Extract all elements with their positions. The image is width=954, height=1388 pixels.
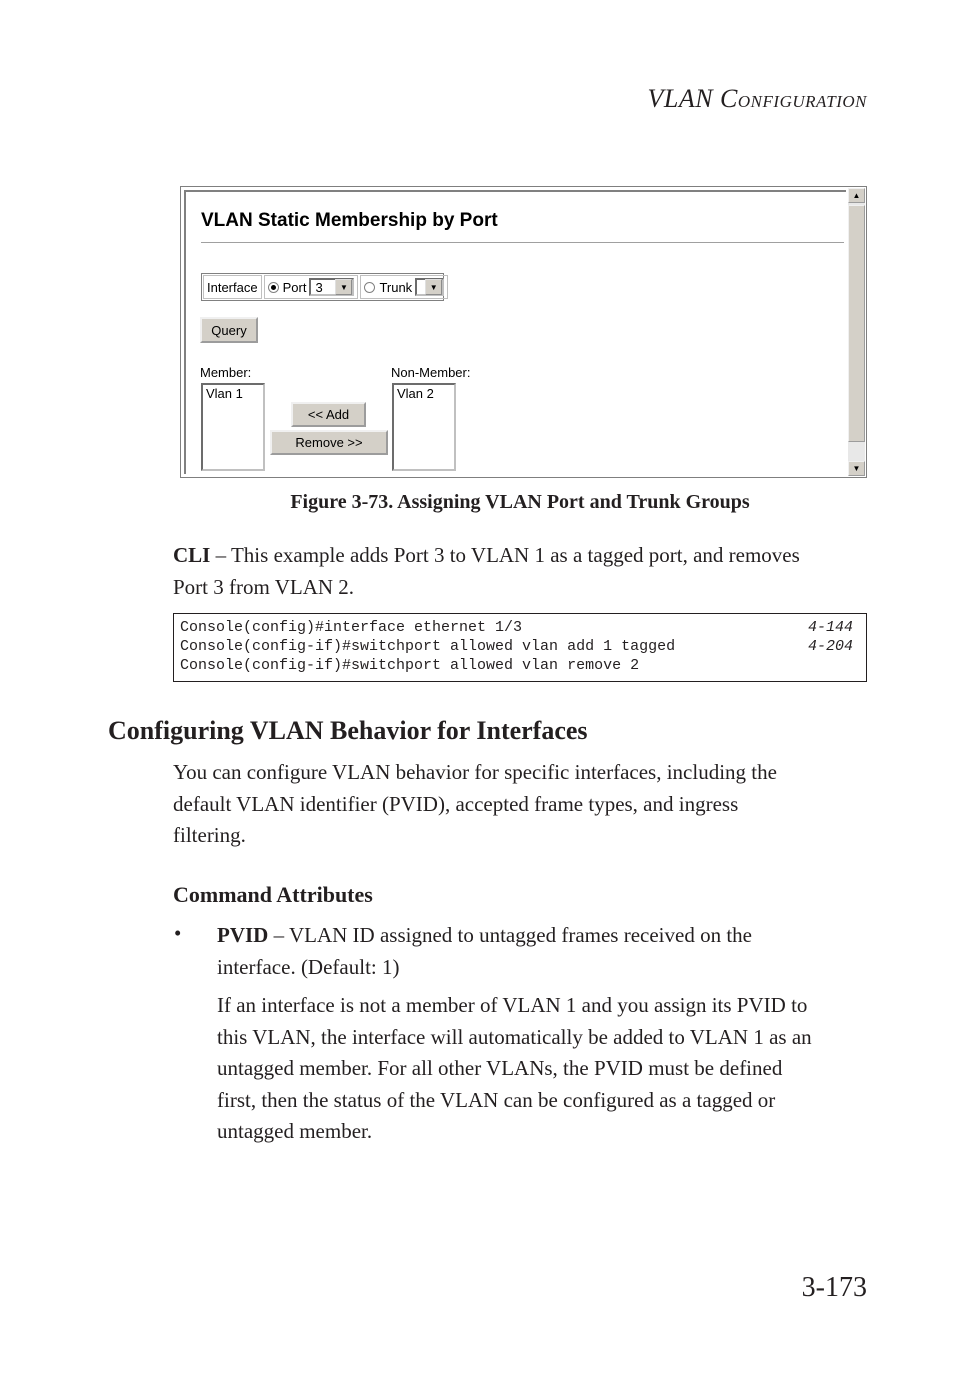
member-label: Member: — [200, 365, 252, 380]
trunk-dropdown[interactable] — [415, 278, 444, 296]
section-heading: Configuring VLAN Behavior for Interfaces — [108, 716, 588, 745]
cli-paragraph — [173, 540, 800, 603]
pvid-paragraph — [217, 920, 752, 983]
remove-button[interactable]: Remove >> — [270, 430, 388, 455]
panel-title: VLAN Static Membership by Port — [201, 210, 498, 231]
intro-line: You can configure VLAN behavior for specific interfaces, including the — [173, 760, 777, 784]
non-member-listbox[interactable] — [392, 383, 456, 471]
cli-text-line1: – This example adds Port 3 to VLAN 1 as a tagged port, and removes — [210, 543, 800, 567]
add-button[interactable]: << Add — [291, 402, 366, 427]
chevron-down-icon[interactable]: ▼ — [425, 279, 442, 295]
query-button[interactable]: Query — [200, 317, 258, 343]
member-list-item[interactable]: Vlan 1 — [206, 386, 243, 401]
port-selector — [264, 275, 359, 299]
pvid-text-line1: – VLAN ID assigned to untagged frames received on the — [268, 923, 752, 947]
pvid-detail-line: untagged member. — [217, 1119, 373, 1143]
code-ref: 4-204 — [807, 638, 853, 655]
scroll-down-icon[interactable]: ▼ — [848, 461, 865, 476]
pvid-detail-paragraph — [217, 990, 812, 1148]
interface-label: Interface — [203, 275, 262, 299]
non-member-list-item[interactable]: Vlan 2 — [397, 386, 434, 401]
port-label: Port — [282, 279, 307, 295]
code-line: Console(config)#interface ethernet 1/3 — [180, 619, 523, 636]
page-number: 3-173 — [801, 1272, 867, 1303]
scroll-up-icon[interactable]: ▲ — [848, 188, 865, 203]
trunk-label: Trunk — [379, 279, 413, 295]
port-dropdown[interactable] — [309, 278, 354, 296]
cli-label: CLI — [173, 543, 211, 567]
vlan-membership-screenshot — [180, 186, 867, 478]
pvid-detail-line: this VLAN, the interface will automatically be added to VLAN 1 as an — [217, 1024, 812, 1049]
code-block — [173, 613, 867, 682]
pvid-term: PVID — [217, 923, 269, 947]
pvid-text-line2: interface. (Default: 1) — [217, 954, 400, 979]
scrollbar-thumb[interactable] — [848, 205, 865, 442]
running-head-part2: ONFIGURATION — [737, 92, 867, 111]
trunk-selector — [360, 275, 448, 299]
attributes-heading: Command Attributes — [173, 882, 373, 907]
pvid-detail-line: If an interface is not a member of VLAN 1 and you assign its PVID to — [217, 993, 808, 1017]
pvid-detail-line: first, then the status of the VLAN can be configured as a tagged or — [217, 1087, 776, 1112]
pvid-detail-line: untagged member. For all other VLANs, the PVID must be defined — [217, 1056, 783, 1080]
code-ref: 4-144 — [807, 619, 853, 636]
screenshot-frame — [184, 190, 846, 474]
interface-selector — [201, 273, 444, 301]
cli-text-line2: Port 3 from VLAN 2. — [173, 574, 355, 599]
trunk-radio[interactable] — [364, 282, 375, 293]
bullet-marker: • — [174, 921, 182, 945]
running-head — [647, 84, 867, 114]
port-dropdown-value: 3 — [315, 279, 323, 295]
intro-line: default VLAN identifier (PVID), accepted frame types, and ingress — [173, 791, 739, 816]
member-listbox[interactable] — [201, 383, 265, 471]
port-radio[interactable] — [268, 282, 279, 293]
chevron-down-icon[interactable]: ▼ — [335, 279, 352, 295]
running-head-part1: VLAN C — [647, 84, 738, 113]
vertical-scrollbar[interactable] — [848, 188, 865, 476]
code-line: Console(config-if)#switchport allowed vlan remove 2 — [180, 657, 640, 674]
intro-paragraph — [173, 757, 777, 852]
non-member-label: Non-Member: — [391, 365, 471, 380]
intro-line: filtering. — [173, 823, 246, 847]
figure-caption: Figure 3-73. Assigning VLAN Port and Trunk Groups — [290, 491, 750, 513]
code-line: Console(config-if)#switchport allowed vlan add 1 tagged — [180, 638, 676, 655]
title-divider — [201, 242, 844, 244]
